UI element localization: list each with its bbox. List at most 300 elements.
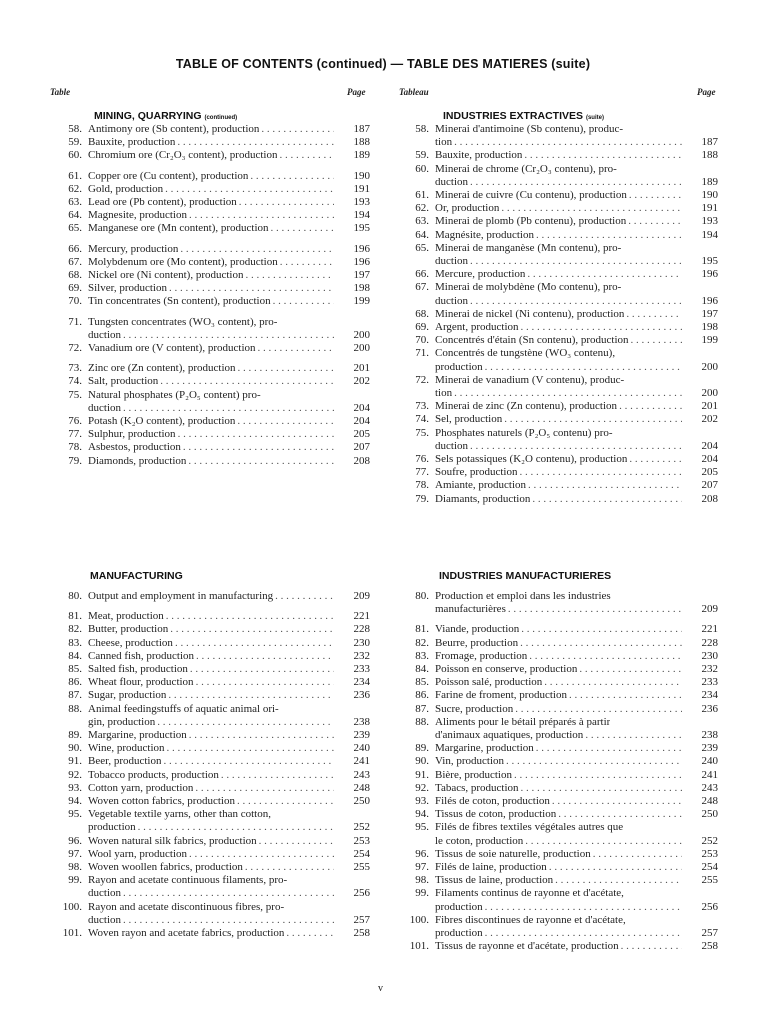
entry-title (435, 400, 684, 413)
table-number: 99. (415, 887, 429, 900)
page-ref: 200 (701, 360, 718, 373)
table-number: 62. (68, 182, 82, 195)
page-ref: 221 (701, 623, 718, 636)
toc-entry (50, 901, 370, 927)
entry-title (88, 901, 336, 927)
entry-text: Tabacs, production (435, 781, 519, 794)
page-ref: 257 (353, 913, 370, 926)
entry-text: Rayon and acetate discontinuous fibres, pro- (88, 900, 285, 913)
page-ref: 240 (701, 755, 718, 768)
toc-entry (397, 334, 718, 347)
toc-entry (397, 281, 718, 307)
toc-entry (397, 453, 718, 466)
page-ref: 236 (701, 702, 718, 715)
toc-entry (397, 676, 718, 689)
table-number: 79. (68, 454, 82, 467)
toc-entry (397, 795, 718, 808)
toc-entry (397, 703, 718, 716)
entry-text: Sugar, production (88, 689, 167, 702)
entry-text: Vanadium ore (V content), production (88, 342, 256, 355)
table-number: 86. (68, 676, 82, 689)
entry-title (88, 342, 336, 355)
page-ref: 198 (353, 282, 370, 295)
leader-dots (628, 215, 682, 228)
entry-title (88, 415, 336, 428)
toc-entry (397, 163, 718, 189)
entry-title (435, 466, 684, 479)
page-ref: 248 (701, 795, 718, 808)
toc-entry (50, 689, 370, 702)
toc-entry (50, 342, 370, 355)
entry-title (88, 623, 336, 636)
table-number: 87. (68, 689, 82, 702)
page-ref: 250 (353, 795, 370, 808)
page-ref: 208 (701, 492, 718, 505)
leader-dots (160, 375, 334, 388)
section-heading-extractives (397, 110, 718, 123)
page-ref: 196 (353, 255, 370, 268)
leader-dots (470, 295, 682, 308)
entry-text: Minerai de plomb (Pb contenu), production (435, 215, 627, 228)
toc-entry (397, 663, 718, 676)
page-ref: 189 (701, 175, 718, 188)
leader-dots (525, 835, 682, 848)
leader-dots (529, 650, 682, 663)
toc-entry (50, 243, 370, 256)
table-number: 80. (68, 590, 82, 602)
entry-title (88, 441, 336, 454)
page-ref: 201 (353, 362, 370, 375)
page-ref: 193 (353, 196, 370, 209)
toc-entry (50, 123, 370, 136)
entry-title (435, 149, 684, 162)
table-number: 90. (415, 755, 429, 768)
entry-title (88, 848, 336, 861)
page-ref: 198 (701, 321, 718, 334)
entry-title (435, 242, 684, 268)
toc-entry (397, 413, 718, 426)
leader-dots (515, 703, 682, 716)
entry-text: Manganese ore (Mn content), production (88, 222, 269, 235)
toc-entry (50, 676, 370, 689)
entry-text: Soufre, production (435, 466, 518, 479)
toc-entry (50, 729, 370, 742)
table-number: 93. (415, 795, 429, 808)
col-label-tableau: Tableau (399, 87, 429, 97)
page-ref: 201 (701, 400, 718, 413)
toc-entry (397, 914, 718, 940)
leader-dots (221, 769, 334, 782)
page-ref: 253 (353, 834, 370, 847)
entry-text: Phosphates naturels (P₂O₅ contenu) pro- (435, 426, 613, 439)
page-ref: 204 (701, 453, 718, 466)
leader-dots (238, 362, 334, 375)
page-ref: 232 (353, 649, 370, 662)
leader-dots (165, 183, 334, 196)
entry-text: Amiante, production (435, 479, 527, 492)
entry-text: Or, production (435, 202, 500, 215)
entry-title (88, 795, 336, 808)
toc-entry (50, 295, 370, 308)
entry-title (435, 374, 684, 400)
page-ref: 239 (701, 742, 718, 755)
table-number: 74. (415, 413, 429, 426)
page-ref: 199 (701, 334, 718, 347)
toc-entry (397, 689, 718, 702)
page-ref: 248 (353, 781, 370, 794)
table-number: 69. (415, 321, 429, 334)
table-number: 75. (415, 426, 429, 439)
entry-text: Zinc ore (Zn content), production (88, 362, 236, 375)
table-number: 65. (415, 241, 429, 254)
toc-entry (397, 623, 718, 636)
leader-dots (237, 415, 334, 428)
page-ref: 228 (353, 623, 370, 636)
entry-text: Farine de froment, production (435, 689, 567, 702)
entry-title (88, 742, 336, 755)
entry-text: duction (88, 913, 121, 926)
entry-text: Sels potassiques (K₂O contenu), production (435, 453, 628, 466)
page-ref: 207 (701, 479, 718, 492)
table-number: 78. (415, 479, 429, 492)
entry-text: manufacturières (435, 603, 506, 616)
page-ref: 228 (701, 636, 718, 649)
leader-dots (258, 342, 334, 355)
leader-dots (470, 176, 682, 189)
table-number: 80. (415, 590, 429, 602)
entry-text: Cotton yarn, production (88, 781, 194, 794)
entry-title (435, 637, 684, 650)
entry-title (88, 703, 336, 729)
table-number: 66. (68, 242, 82, 255)
table-number: 91. (415, 768, 429, 781)
toc-entry (50, 610, 370, 623)
table-number: 85. (68, 663, 82, 676)
leader-dots (275, 590, 334, 603)
page-ref: 209 (353, 590, 370, 602)
table-number: 94. (415, 808, 429, 821)
entry-title (88, 170, 336, 183)
table-number: 64. (68, 209, 82, 222)
entry-title (435, 650, 684, 663)
entry-title (435, 914, 684, 940)
table-number: 75. (68, 388, 82, 401)
toc-entry (397, 755, 718, 768)
toc-entry (397, 637, 718, 650)
entry-text: Salted fish, production (88, 663, 188, 676)
entry-text: Natural phosphates (P₂O₅ content) pro- (88, 388, 261, 401)
toc-entry (50, 136, 370, 149)
entry-text: Beer, production (88, 755, 162, 768)
entry-text: Filés de coton, production (435, 795, 550, 808)
entry-text: Aliments pour le bétail préparés à partir (435, 715, 611, 728)
manufacturing-left-column (50, 570, 370, 940)
entry-text: Copper ore (Cu content), production (88, 169, 249, 182)
table-number: 66. (415, 268, 429, 281)
toc-entry (397, 848, 718, 861)
table-number: 76. (415, 453, 429, 466)
entry-text: production (435, 927, 483, 940)
col-label-page-left: Page (347, 87, 366, 97)
page-ref: 236 (353, 689, 370, 702)
toc-entry (397, 887, 718, 913)
entry-text: Gold, production (88, 182, 164, 195)
entry-text: Woven rayon and acetate fabrics, production (88, 927, 285, 940)
entry-title (435, 229, 684, 242)
toc-entry (50, 848, 370, 861)
entry-text: Margarine, production (88, 729, 187, 742)
table-number: 95. (415, 821, 429, 834)
table-number: 64. (415, 228, 429, 241)
table-number: 68. (415, 307, 429, 320)
page-ref: 234 (353, 676, 370, 689)
col-label-page-right: Page (697, 87, 716, 97)
entry-title (88, 455, 336, 468)
leader-dots (189, 729, 334, 742)
toc-entry (397, 427, 718, 453)
entry-text: Bière, production (435, 768, 512, 781)
leader-dots (169, 282, 334, 295)
page-ref: 205 (353, 428, 370, 441)
table-number: 83. (68, 636, 82, 649)
table-number: 86. (415, 689, 429, 702)
leader-dots (245, 269, 334, 282)
toc-entry (397, 268, 718, 281)
entry-title (435, 202, 684, 215)
table-number: 61. (415, 189, 429, 202)
page-ref: 252 (701, 834, 718, 847)
toc-entry (397, 742, 718, 755)
leader-dots (536, 742, 682, 755)
page-ref: 205 (701, 466, 718, 479)
table-number: 87. (415, 702, 429, 715)
page-ref: 195 (353, 222, 370, 235)
toc-entry (50, 149, 370, 162)
page-ref: 257 (701, 927, 718, 940)
entry-title (435, 493, 684, 506)
table-number: 101. (409, 940, 429, 953)
toc-entry (50, 835, 370, 848)
entry-title (435, 742, 684, 755)
toc-entry (50, 874, 370, 900)
entry-text: Potash (K₂O content), production (88, 415, 236, 428)
toc-entry (397, 189, 718, 202)
entry-title (88, 243, 336, 256)
toc-entry (50, 663, 370, 676)
leader-dots (585, 729, 682, 742)
table-number: 63. (68, 196, 82, 209)
entry-title (435, 887, 684, 913)
leader-dots (528, 479, 682, 492)
leader-dots (558, 808, 682, 821)
entry-text: tion (435, 136, 453, 149)
leader-dots (593, 848, 682, 861)
entry-text: Viande, production (435, 623, 520, 636)
toc-entry (50, 256, 370, 269)
page-number: v (378, 983, 383, 994)
entry-text: Wine, production (88, 742, 165, 755)
entry-text: Filés de fibres textiles végétales autres que (435, 821, 624, 834)
entry-title (435, 189, 684, 202)
section-heading-mining (50, 110, 370, 123)
entry-title (88, 209, 336, 222)
page-ref: 238 (701, 729, 718, 742)
leader-dots (237, 795, 334, 808)
entry-title (88, 222, 336, 235)
table-number: 81. (415, 623, 429, 636)
table-number: 84. (68, 649, 82, 662)
leader-dots (280, 256, 334, 269)
leader-dots (485, 901, 682, 914)
leader-dots (619, 400, 682, 413)
page-ref: 221 (353, 610, 370, 623)
leader-dots (521, 321, 682, 334)
entry-text: Salt, production (88, 375, 159, 388)
entry-title (88, 183, 336, 196)
entry-text: d'animaux aquatiques, production (435, 729, 584, 742)
toc-entry (50, 782, 370, 795)
table-number: 78. (68, 441, 82, 454)
entry-title (435, 861, 684, 874)
entry-text: Beurre, production (435, 636, 519, 649)
leader-dots (485, 361, 682, 374)
leader-dots (250, 170, 334, 183)
page-ref: 253 (701, 847, 718, 860)
page-ref: 197 (701, 307, 718, 320)
entry-title (435, 308, 684, 321)
entry-title (435, 334, 684, 347)
table-number: 70. (68, 295, 82, 308)
page-ref: 208 (353, 454, 370, 467)
toc-entry (50, 703, 370, 729)
entry-text: Vin, production (435, 755, 504, 768)
toc-list-manufacturing-fr (397, 590, 718, 953)
table-number: 60. (415, 162, 429, 175)
toc-entry (397, 347, 718, 373)
leader-dots (273, 295, 334, 308)
toc-entry (50, 455, 370, 468)
entry-title (88, 389, 336, 415)
toc-entry (50, 742, 370, 755)
table-number: 100. (62, 900, 82, 913)
leader-dots (519, 466, 682, 479)
leader-dots (524, 149, 682, 162)
page-ref: 188 (701, 149, 718, 162)
entry-text: Cheese, production (88, 636, 173, 649)
page-ref: 254 (353, 847, 370, 860)
manufacturing-right-column (397, 570, 718, 953)
leader-dots (569, 689, 682, 702)
entry-text: Canned fish, production (88, 649, 195, 662)
table-number: 74. (68, 375, 82, 388)
entry-text: Diamants, production (435, 492, 531, 505)
entry-text: Fibres discontinues de rayonne et d'acétate, (435, 913, 626, 926)
entry-text: Argent, production (435, 321, 519, 334)
leader-dots (514, 769, 682, 782)
entry-title (88, 136, 336, 149)
entry-title (88, 676, 336, 689)
table-number: 70. (415, 334, 429, 347)
entry-text: Animal feedingstuffs of aquatic animal ori- (88, 702, 279, 715)
section-heading-manufacturieres: INDUSTRIES MANUFACTURIERES (439, 570, 612, 582)
toc-entry (397, 493, 718, 506)
entry-text: Filaments continus de rayonne et d'acétate, (435, 887, 624, 900)
entry-text: Tin concentrates (Sn content), production (88, 295, 271, 308)
entry-text: Minerai de cuivre (Cu contenu), production (435, 189, 627, 202)
toc-list-manufacturing-en (50, 590, 370, 940)
entry-text: Meat, production (88, 610, 164, 623)
leader-dots (167, 742, 334, 755)
entry-title (88, 755, 336, 768)
toc-entry (397, 821, 718, 847)
entry-text: Sel, production (435, 413, 503, 426)
section-heading-manufacturing: MANUFACTURING (90, 570, 183, 582)
page-ref: 240 (353, 742, 370, 755)
leader-dots (168, 689, 334, 702)
page-ref: 191 (701, 202, 718, 215)
table-number: 60. (68, 149, 82, 162)
toc-entry (397, 202, 718, 215)
entry-text: duction (435, 175, 468, 188)
entry-title (435, 413, 684, 426)
page-ref: 202 (353, 375, 370, 388)
leader-dots (521, 623, 682, 636)
entry-title (88, 861, 336, 874)
page-ref: 187 (701, 136, 718, 149)
entry-text: Minerai d'antimoine (Sb contenu), produc- (435, 123, 624, 135)
table-number: 73. (415, 400, 429, 413)
table-number: 91. (68, 755, 82, 768)
page-ref: 190 (353, 169, 370, 182)
page-ref: 254 (701, 861, 718, 874)
entry-text: le coton, production (435, 834, 524, 847)
entry-text: Bauxite, production (88, 136, 176, 149)
page-ref: 188 (353, 136, 370, 149)
page-ref: 250 (701, 808, 718, 821)
entry-title (435, 281, 684, 307)
entry-title (435, 427, 684, 453)
page-ref: 243 (701, 781, 718, 794)
entry-text: production (435, 360, 483, 373)
table-number: 61. (68, 169, 82, 182)
leader-dots (508, 603, 682, 616)
page-ref: 193 (701, 215, 718, 228)
entry-title (88, 808, 336, 834)
entry-title (88, 428, 336, 441)
table-number: 79. (415, 492, 429, 505)
entry-text: Magnesite, production (88, 209, 187, 222)
leader-dots (166, 610, 334, 623)
page-ref: 196 (701, 294, 718, 307)
toc-entry (50, 316, 370, 342)
toc-entry (50, 755, 370, 768)
leader-dots (555, 874, 682, 887)
leader-dots (123, 887, 334, 900)
table-number: 72. (68, 342, 82, 355)
entry-text: tion (435, 387, 453, 400)
page-ref: 196 (353, 242, 370, 255)
table-number: 84. (415, 663, 429, 676)
entry-title (88, 769, 336, 782)
entry-title (88, 729, 336, 742)
mining-right-column (397, 110, 718, 506)
toc-entry (50, 222, 370, 235)
page-ref: 230 (353, 636, 370, 649)
toc-entry (397, 123, 718, 149)
entry-title (88, 362, 336, 375)
toc-entry (397, 374, 718, 400)
page-ref: 255 (353, 861, 370, 874)
